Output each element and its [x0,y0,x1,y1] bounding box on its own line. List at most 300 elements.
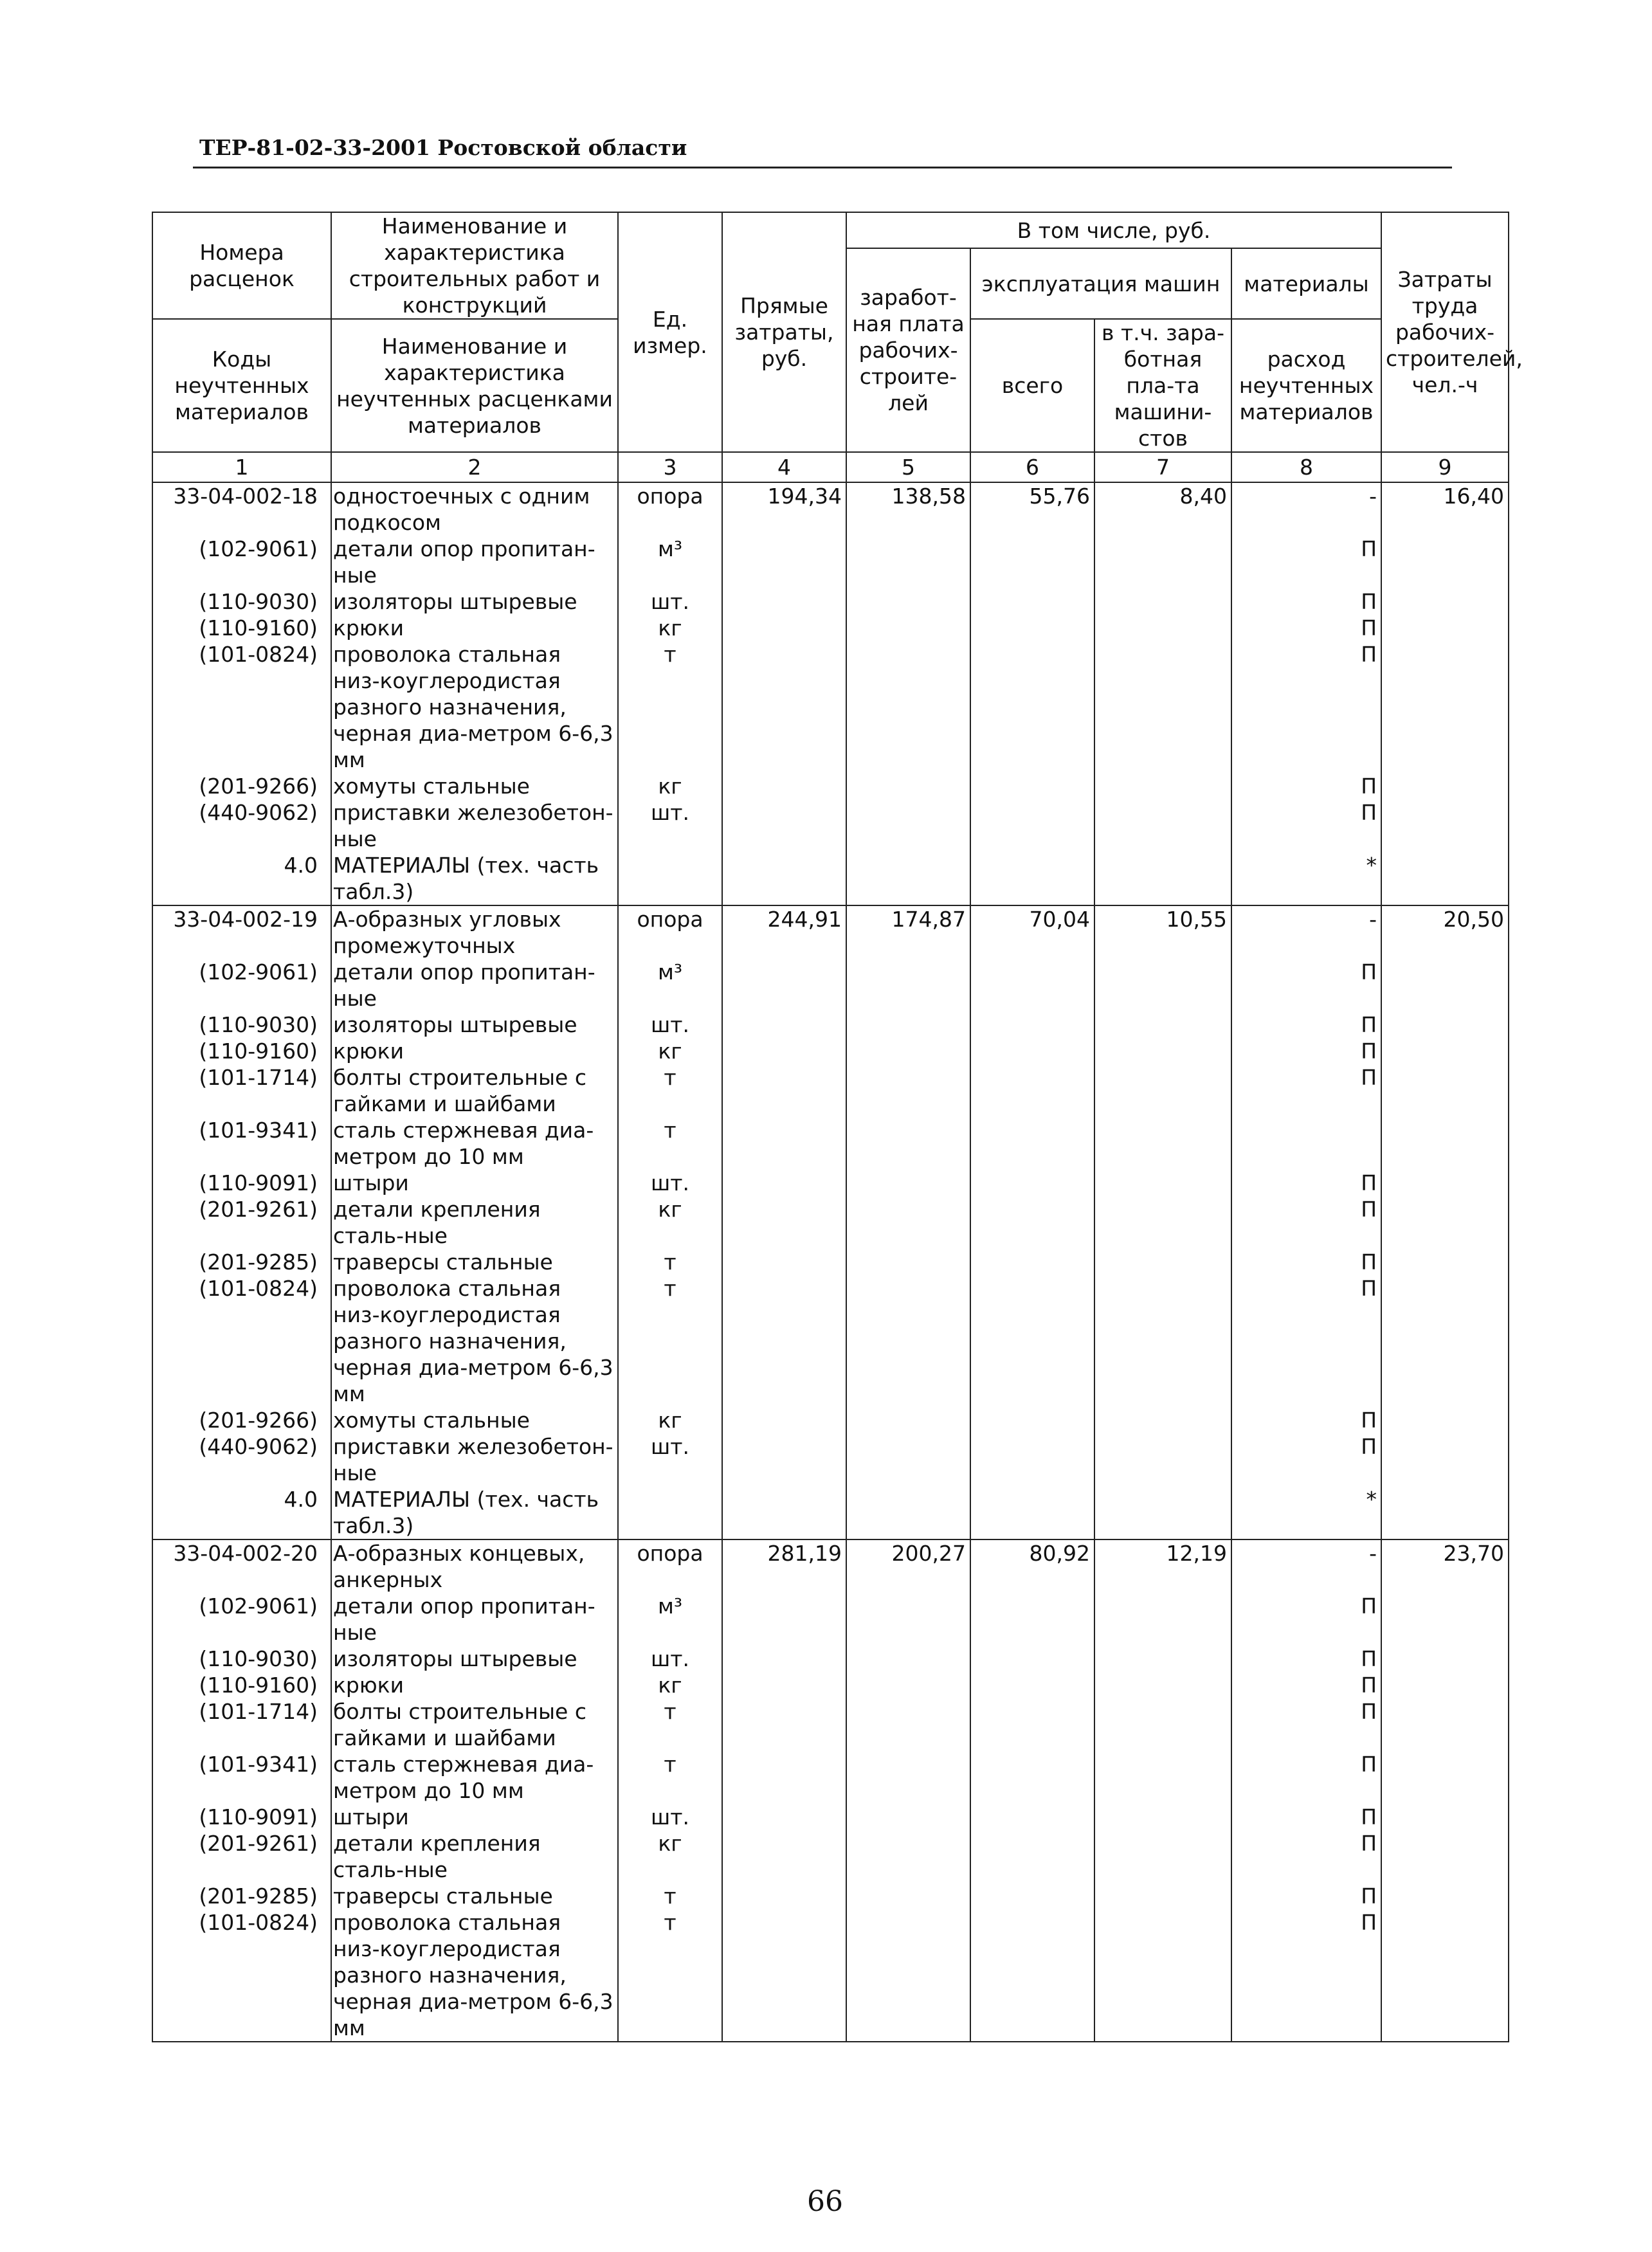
direct-costs-cell: 194,34 [722,482,846,536]
wage-cell: 174,87 [846,905,970,959]
item-name-cell: приставки железобетон-ные [331,799,618,852]
unit-cell: опора [618,1539,722,1593]
table-row [152,1407,1509,1433]
machines-total-cell [970,1486,1094,1539]
rate-code-cell: 4.0 [152,1486,331,1539]
item-name-cell: приставки железобетон-ные [331,1433,618,1486]
column-number: 4 [722,452,846,482]
unit-cell [618,852,722,905]
machines-total-cell [970,536,1094,588]
column-number: 2 [331,452,618,482]
rate-code-cell: 33-04-002-18 [152,482,331,536]
machinist-wage-cell [1094,1433,1231,1486]
table-row [152,1170,1509,1196]
direct-costs-cell [722,959,846,1012]
rate-code-cell: (201-9266) [152,773,331,799]
column-number: 6 [970,452,1094,482]
machines-total-cell [970,852,1094,905]
labor-costs-cell [1381,1196,1509,1249]
materials-cell: П [1231,588,1381,615]
item-name-cell: детали опор пропитан-ные [331,536,618,588]
rate-code-cell: 4.0 [152,852,331,905]
materials-cell: П [1231,1275,1381,1407]
materials-cell: П [1231,1751,1381,1804]
machinist-wage-cell [1094,959,1231,1012]
machinist-wage-cell [1094,615,1231,641]
table-row [152,1249,1509,1275]
wage-cell [846,1249,970,1275]
wage-cell [846,1646,970,1672]
machines-total-cell [970,1830,1094,1883]
machinist-wage-cell: 12,19 [1094,1539,1231,1593]
labor-costs-cell [1381,773,1509,799]
wage-cell [846,588,970,615]
direct-costs-cell [722,1275,846,1407]
table-row [152,615,1509,641]
item-name-cell: болты строительные с гайками и шайбами [331,1064,618,1117]
materials-cell: * [1231,1486,1381,1539]
item-name-cell: проволока стальная низ-коуглеродистая разного назначения, черная диа-метром 6-6,3 мм [331,1275,618,1407]
labor-costs-cell [1381,1830,1509,1883]
wage-cell [846,852,970,905]
table-row [152,1038,1509,1064]
table-row [152,482,1509,536]
wage-cell: 200,27 [846,1539,970,1593]
machines-total-cell [970,1117,1094,1170]
column-number: 8 [1231,452,1381,482]
direct-costs-cell [722,588,846,615]
direct-costs-cell [722,1883,846,1909]
materials-cell: П [1231,641,1381,773]
labor-costs-cell [1381,1407,1509,1433]
labor-costs-cell [1381,1486,1509,1539]
machines-total-cell [970,959,1094,1012]
unit-cell: шт. [618,1433,722,1486]
rate-code-cell: (110-9091) [152,1170,331,1196]
machines-total-cell [970,1275,1094,1407]
materials-cell: - [1231,1539,1381,1593]
table-row [152,1883,1509,1909]
header-including: В том числе, руб. [846,212,1381,248]
header-unit: Ед. измер. [618,212,722,452]
table-row [152,588,1509,615]
wage-cell [846,1883,970,1909]
labor-costs-cell [1381,1646,1509,1672]
labor-costs-cell [1381,588,1509,615]
machinist-wage-cell [1094,1249,1231,1275]
machinist-wage-cell [1094,1275,1231,1407]
rate-code-cell: (101-0824) [152,1909,331,2042]
machinist-wage-cell [1094,1038,1231,1064]
direct-costs-cell [722,1672,846,1698]
machinist-wage-cell [1094,1196,1231,1249]
machines-total-cell [970,1249,1094,1275]
materials-cell: П [1231,1196,1381,1249]
item-name-cell: штыри [331,1804,618,1830]
column-number: 9 [1381,452,1509,482]
machinist-wage-cell [1094,1751,1231,1804]
machinist-wage-cell [1094,588,1231,615]
machinist-wage-cell [1094,1646,1231,1672]
rate-code-cell: (101-1714) [152,1698,331,1751]
labor-costs-cell [1381,641,1509,773]
unit-cell: опора [618,482,722,536]
labor-costs-cell [1381,852,1509,905]
materials-cell: П [1231,1038,1381,1064]
machines-total-cell: 55,76 [970,482,1094,536]
wage-cell [846,1909,970,2042]
labor-costs-cell [1381,536,1509,588]
direct-costs-cell: 244,91 [722,905,846,959]
unit-cell: кг [618,1407,722,1433]
machines-total-cell [970,1751,1094,1804]
direct-costs-cell [722,852,846,905]
rate-code-cell: (101-1714) [152,1064,331,1117]
labor-costs-cell [1381,1698,1509,1751]
rate-code-cell: (101-9341) [152,1117,331,1170]
item-name-cell: МАТЕРИАЛЫ (тех. часть табл.3) [331,1486,618,1539]
item-name-cell: одностоечных с одним подкосом [331,482,618,536]
labor-costs-cell: 16,40 [1381,482,1509,536]
item-name-cell: крюки [331,615,618,641]
machines-total-cell [970,1646,1094,1672]
machines-total-cell [970,615,1094,641]
table-row [152,905,1509,959]
wage-cell [846,1804,970,1830]
item-name-cell: А-образных концевых, анкерных [331,1539,618,1593]
machinist-wage-cell [1094,1593,1231,1646]
rate-code-cell: (201-9285) [152,1883,331,1909]
materials-cell: П [1231,1646,1381,1672]
materials-cell: П [1231,1804,1381,1830]
unit-cell: кг [618,1196,722,1249]
direct-costs-cell [722,1038,846,1064]
table-row [152,1593,1509,1646]
rate-code-cell: (110-9091) [152,1804,331,1830]
machines-total-cell: 80,92 [970,1539,1094,1593]
header-machinist-wage: в т.ч. зара-ботная пла-та машини-стов [1094,319,1231,452]
header-machines: эксплуатация машин [970,248,1231,319]
labor-costs-cell [1381,1038,1509,1064]
table-row [152,641,1509,773]
table-row [152,1698,1509,1751]
rate-code-cell: (110-9160) [152,1672,331,1698]
direct-costs-cell: 281,19 [722,1539,846,1593]
unit-cell [618,1486,722,1539]
table-row [152,852,1509,905]
machinist-wage-cell: 10,55 [1094,905,1231,959]
direct-costs-cell [722,1804,846,1830]
direct-costs-cell [722,1433,846,1486]
direct-costs-cell [722,641,846,773]
machinist-wage-cell [1094,1064,1231,1117]
item-name-cell: траверсы стальные [331,1883,618,1909]
unit-cell: кг [618,1672,722,1698]
materials-cell: П [1231,536,1381,588]
machinist-wage-cell [1094,536,1231,588]
header-machines-total: всего [970,319,1094,452]
wage-cell [846,1698,970,1751]
header-unaccounted-materials: расход неучтенных материалов [1231,319,1381,452]
machines-total-cell [970,1883,1094,1909]
item-name-cell: МАТЕРИАЛЫ (тех. часть табл.3) [331,852,618,905]
machinist-wage-cell [1094,1883,1231,1909]
materials-cell: П [1231,1883,1381,1909]
direct-costs-cell [722,1117,846,1170]
price-table [152,212,1523,2042]
direct-costs-cell [722,1170,846,1196]
header-rate-numbers: Номера расценок [152,212,331,319]
wage-cell [846,799,970,852]
direct-costs-cell [722,1698,846,1751]
item-name-cell: хомуты стальные [331,773,618,799]
materials-cell: П [1231,1064,1381,1117]
column-number: 3 [618,452,722,482]
materials-cell [1231,1117,1381,1170]
wage-cell [846,1486,970,1539]
column-number: 5 [846,452,970,482]
wage-cell [846,1170,970,1196]
wage-cell [846,773,970,799]
item-name-cell: штыри [331,1170,618,1196]
machines-total-cell: 70,04 [970,905,1094,959]
unit-cell: м³ [618,536,722,588]
rate-code-cell: (110-9160) [152,615,331,641]
unit-cell: шт. [618,588,722,615]
rate-code-cell: (101-0824) [152,641,331,773]
machines-total-cell [970,1170,1094,1196]
wage-cell [846,1196,970,1249]
table-row [152,1012,1509,1038]
table-row [152,1646,1509,1672]
wage-cell [846,1830,970,1883]
wage-cell [846,1275,970,1407]
direct-costs-cell [722,1407,846,1433]
rate-code-cell: (101-9341) [152,1751,331,1804]
machinist-wage-cell [1094,1672,1231,1698]
page-number: 66 [807,2185,843,2218]
unit-cell: т [618,1909,722,2042]
labor-costs-cell [1381,1804,1509,1830]
rate-code-cell: (110-9030) [152,1012,331,1038]
unit-cell: кг [618,773,722,799]
unit-cell: т [618,1249,722,1275]
wage-cell [846,536,970,588]
header-labor-costs: Затраты труда рабочих-строителей, чел.-ч [1381,212,1509,452]
direct-costs-cell [722,799,846,852]
materials-cell: П [1231,1672,1381,1698]
item-name-cell: проволока стальная низ-коуглеродистая разного назначения, черная диа-метром 6-6,3 мм [331,641,618,773]
materials-cell: П [1231,1012,1381,1038]
wage-cell [846,1064,970,1117]
rate-code-cell: (440-9062) [152,1433,331,1486]
wage-cell [846,641,970,773]
machines-total-cell [970,1064,1094,1117]
unit-cell: т [618,1117,722,1170]
unit-cell: кг [618,1038,722,1064]
document-title: ТЕР-81-02-33-2001 Ростовской области [199,135,687,160]
item-name-cell: траверсы стальные [331,1249,618,1275]
labor-costs-cell [1381,1170,1509,1196]
item-name-cell: изоляторы штыревые [331,588,618,615]
direct-costs-cell [722,1909,846,2042]
materials-cell: - [1231,482,1381,536]
materials-cell: П [1231,799,1381,852]
machinist-wage-cell [1094,1486,1231,1539]
wage-cell [846,1012,970,1038]
machines-total-cell [970,1672,1094,1698]
unit-cell: т [618,1883,722,1909]
labor-costs-cell [1381,1433,1509,1486]
item-name-cell: болты строительные с гайками и шайбами [331,1698,618,1751]
unit-cell: м³ [618,959,722,1012]
direct-costs-cell [722,1751,846,1804]
materials-cell: П [1231,1170,1381,1196]
table-row [152,1830,1509,1883]
machines-total-cell [970,1909,1094,2042]
rate-code-cell: (201-9266) [152,1407,331,1433]
direct-costs-cell [722,1646,846,1672]
unit-cell: т [618,641,722,773]
item-name-cell: сталь стержневая диа-метром до 10 мм [331,1751,618,1804]
machinist-wage-cell [1094,641,1231,773]
materials-cell: * [1231,852,1381,905]
rate-code-cell: (201-9261) [152,1196,331,1249]
materials-cell: П [1231,1433,1381,1486]
header-materials: материалы [1231,248,1381,319]
machines-total-cell [970,1433,1094,1486]
materials-cell: П [1231,615,1381,641]
unit-cell: т [618,1275,722,1407]
table-row [152,536,1509,588]
table-row [152,1117,1509,1170]
machines-total-cell [970,773,1094,799]
materials-cell: П [1231,1909,1381,2042]
item-name-cell: детали крепления сталь-ные [331,1830,618,1883]
table-row [152,1486,1509,1539]
materials-cell: П [1231,1593,1381,1646]
wage-cell: 138,58 [846,482,970,536]
unit-cell: т [618,1751,722,1804]
materials-cell: П [1231,1698,1381,1751]
rate-code-cell: (110-9160) [152,1038,331,1064]
direct-costs-cell [722,536,846,588]
machinist-wage-cell [1094,1830,1231,1883]
machines-total-cell [970,799,1094,852]
header-material-codes: Коды неучтенных материалов [152,319,331,452]
table-row [152,959,1509,1012]
machines-total-cell [970,1407,1094,1433]
labor-costs-cell: 23,70 [1381,1539,1509,1593]
item-name-cell: детали опор пропитан-ные [331,1593,618,1646]
rate-code-cell: (102-9061) [152,536,331,588]
labor-costs-cell [1381,959,1509,1012]
direct-costs-cell [722,1012,846,1038]
unit-cell: шт. [618,1170,722,1196]
labor-costs-cell [1381,1593,1509,1646]
unit-cell: шт. [618,1646,722,1672]
table-row [152,1672,1509,1698]
machines-total-cell [970,1196,1094,1249]
rate-code-cell: (440-9062) [152,799,331,852]
rate-code-cell: 33-04-002-20 [152,1539,331,1593]
item-name-cell: крюки [331,1672,618,1698]
machinist-wage-cell [1094,852,1231,905]
direct-costs-cell [722,773,846,799]
table-row [152,799,1509,852]
machinist-wage-cell [1094,1117,1231,1170]
table-body [152,482,1509,2042]
item-name-cell: А-образных угловых промежуточных [331,905,618,959]
labor-costs-cell [1381,1909,1509,2042]
item-name-cell: сталь стержневая диа-метром до 10 мм [331,1117,618,1170]
item-name-cell: проволока стальная низ-коуглеродистая разного назначения, черная диа-метром 6-6,3 мм [331,1909,618,2042]
rate-code-cell: (101-0824) [152,1275,331,1407]
labor-costs-cell [1381,1117,1509,1170]
table-row [152,1433,1509,1486]
rate-code-cell: (201-9285) [152,1249,331,1275]
column-number: 7 [1094,452,1231,482]
item-name-cell: хомуты стальные [331,1407,618,1433]
column-number: 1 [152,452,331,482]
machines-total-cell [970,1804,1094,1830]
machinist-wage-cell [1094,1698,1231,1751]
wage-cell [846,1672,970,1698]
table-row [152,1539,1509,1593]
labor-costs-cell [1381,615,1509,641]
direct-costs-cell [722,1064,846,1117]
item-name-cell: изоляторы штыревые [331,1646,618,1672]
machines-total-cell [970,1593,1094,1646]
direct-costs-cell [722,1830,846,1883]
item-name-cell: детали крепления сталь-ные [331,1196,618,1249]
direct-costs-cell [722,1486,846,1539]
machinist-wage-cell [1094,1407,1231,1433]
labor-costs-cell [1381,1883,1509,1909]
wage-cell [846,1433,970,1486]
unit-cell: кг [618,615,722,641]
machinist-wage-cell [1094,1909,1231,2042]
machines-total-cell [970,1012,1094,1038]
unit-cell: т [618,1698,722,1751]
materials-cell: П [1231,773,1381,799]
table-row [152,1909,1509,2042]
machines-total-cell [970,1698,1094,1751]
header-work-name: Наименование и характеристика строительных работ и конструкций [331,212,618,319]
unit-cell: т [618,1064,722,1117]
wage-cell [846,1407,970,1433]
wage-cell [846,615,970,641]
labor-costs-cell [1381,1012,1509,1038]
machinist-wage-cell [1094,799,1231,852]
direct-costs-cell [722,1196,846,1249]
machines-total-cell [970,1038,1094,1064]
title-underline [193,167,1452,168]
unit-cell: кг [618,1830,722,1883]
materials-cell: - [1231,905,1381,959]
materials-cell: П [1231,1249,1381,1275]
item-name-cell: крюки [331,1038,618,1064]
rate-code-cell: (110-9030) [152,588,331,615]
rate-code-cell: (102-9061) [152,959,331,1012]
machines-total-cell [970,641,1094,773]
wage-cell [846,1751,970,1804]
unit-cell: опора [618,905,722,959]
direct-costs-cell [722,615,846,641]
rate-code-cell: 33-04-002-19 [152,905,331,959]
labor-costs-cell: 20,50 [1381,905,1509,959]
labor-costs-cell [1381,1064,1509,1117]
